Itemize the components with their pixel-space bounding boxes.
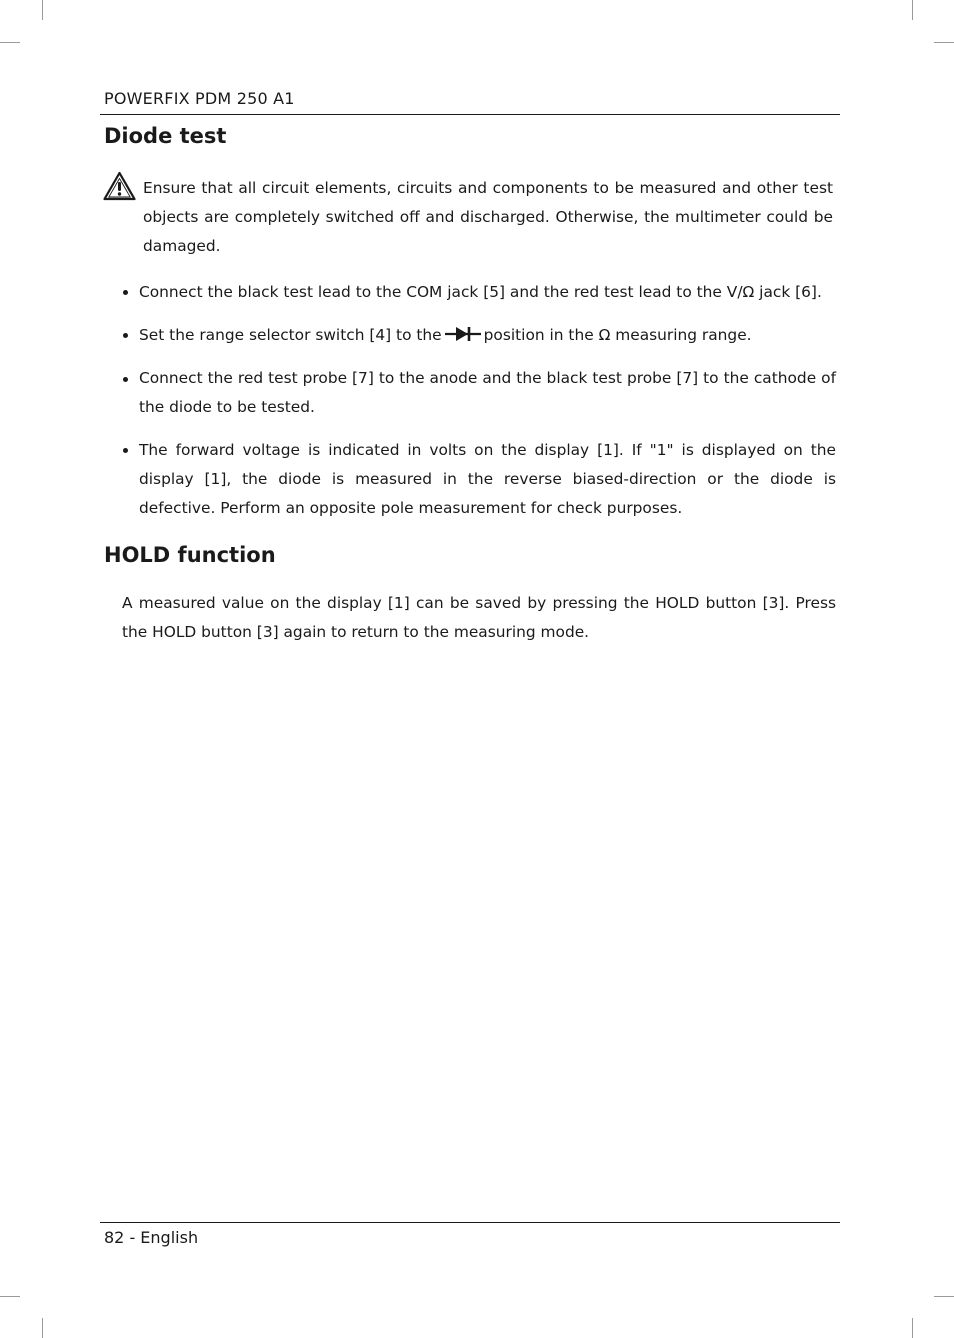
page-number: 82 - English [104,1228,199,1247]
crop-mark [42,0,43,20]
section-heading-hold-function: HOLD function [104,543,276,567]
bullet-marker [123,377,128,382]
warning-triangle-icon [103,171,136,201]
crop-mark [912,1318,913,1338]
header-rule [100,114,840,115]
bullet-marker [123,333,128,338]
bullet-marker [123,290,128,295]
body-paragraph: A measured value on the display [1] can be saved by pressing the HOLD button [3]. Press the HOLD button [3] again to return to the measuring mode. [122,594,836,641]
list-item: The forward voltage is indicated in volts on the display [1]. If "1" is displayed on the display [1], the diode is measured in the reverse biased-direction or the diode is defective. Perform an opposite pole measurement for check purposes. [139,441,836,517]
running-header: POWERFIX PDM 250 A1 [104,89,295,108]
bullet-marker [123,448,128,453]
diode-symbol-icon [445,326,481,342]
crop-mark [0,42,20,43]
warning-text: Ensure that all circuit elements, circuits and components to be measured and other test objects are completely switched off and discharged. Otherwise, the multimeter could be damaged. [143,179,833,255]
list-item: Connect the black test lead to the COM jack [5] and the red test lead to the V/Ω jack [6]. [139,283,822,301]
crop-mark [934,42,954,43]
list-item-text: Set the range selector switch [4] to the [139,326,442,344]
crop-mark [42,1318,43,1338]
list-item: Connect the red test probe [7] to the anode and the black test probe [7] to the cathode of the diode to be tested. [139,369,836,416]
section-heading-diode-test: Diode test [104,124,227,148]
crop-mark [0,1296,20,1297]
list-item-text: position in the Ω measuring range. [483,326,752,344]
crop-mark [912,0,913,20]
footer-rule [100,1222,840,1223]
crop-mark [934,1296,954,1297]
list-item [139,321,839,350]
